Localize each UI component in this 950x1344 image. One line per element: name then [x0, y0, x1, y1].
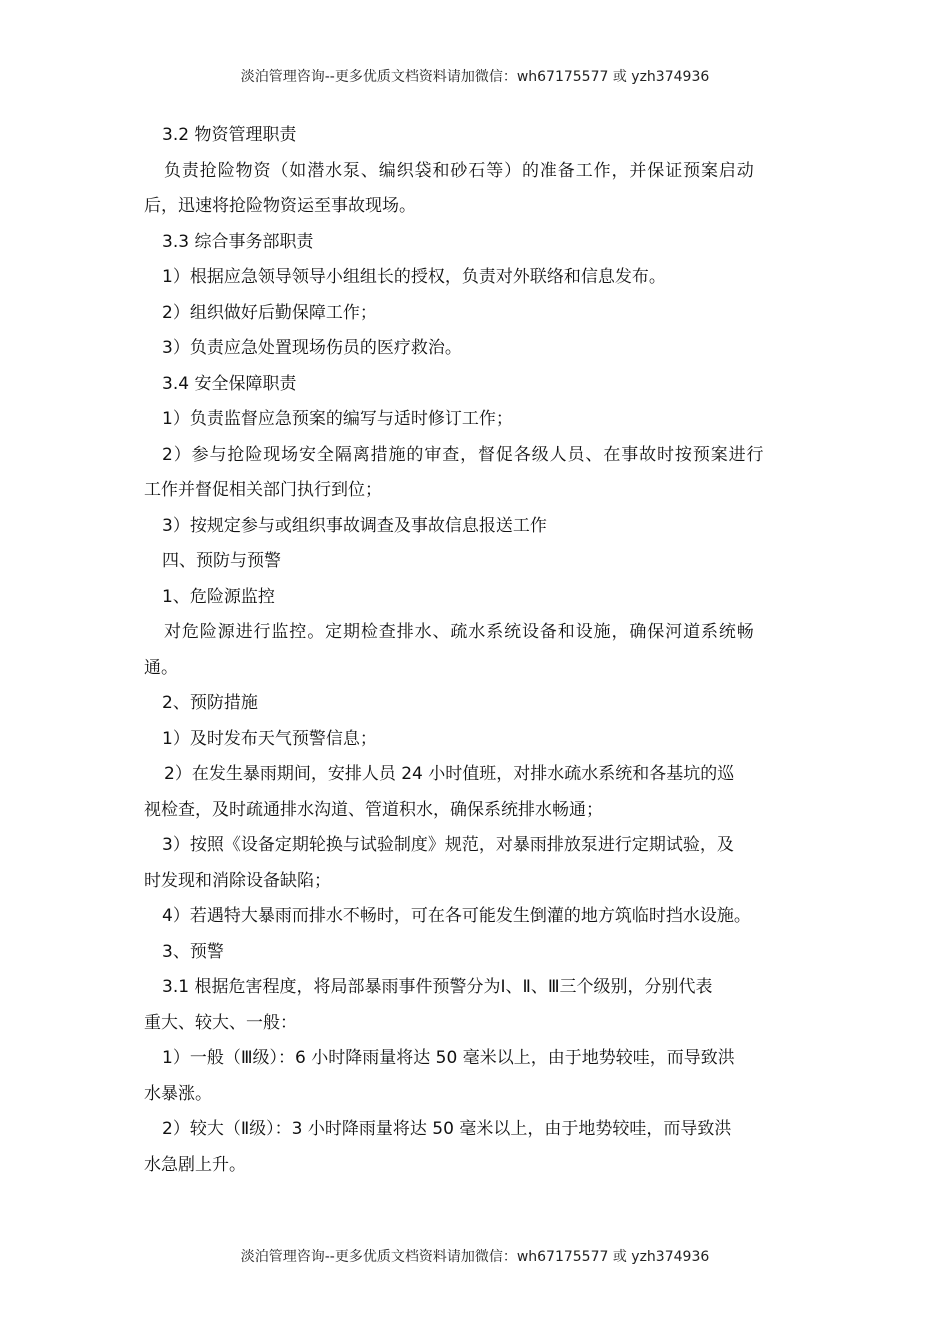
list-item: 2）组织做好后勤保障工作； — [162, 302, 377, 323]
document-body — [144, 118, 816, 1183]
list-item: 2）在发生暴雨期间，安排人员 24 小时值班，对排水疏水系统和各基坑的巡 — [164, 764, 735, 784]
section-heading: 2、预防措施 — [162, 693, 258, 713]
paragraph-line: 视检查，及时疏通排水沟道、管道积水，确保系统排水畅通； — [144, 799, 603, 820]
section-heading: 3.3 综合事务部职责 — [162, 231, 314, 252]
list-item: 2）较大（Ⅱ级）：3 小时降雨量将达 50 毫米以上，由于地势较哇，而导致洪 — [162, 1119, 732, 1139]
paragraph-line: 负责抢险物资（如潜水泵、编织袋和砂石等）的准备工作，并保证预案启动 — [164, 160, 755, 181]
list-item: 3）负责应急处置现场伤员的医疗救治。 — [162, 338, 462, 358]
page-header: 淡泊管理咨询--更多优质文档资料请加微信：wh67175577 或 yzh374936 — [240, 69, 710, 85]
paragraph-line: 水急剧上升。 — [144, 1154, 246, 1175]
paragraph-line: 水暴涨。 — [144, 1083, 212, 1104]
list-item: 1）及时发布天气预警信息； — [162, 728, 377, 749]
list-item: 2）参与抢险现场安全隔离措施的审查，督促各级人员、在事故时按预案进行 — [162, 444, 765, 465]
list-item: 3）按规定参与或组织事故调查及事故信息报送工作 — [162, 515, 547, 536]
paragraph-line: 对危险源进行监控。定期检查排水、疏水系统设备和设施，确保河道系统畅 — [164, 622, 755, 642]
section-heading: 3.2 物资管理职责 — [162, 125, 297, 145]
list-item: 1）根据应急领导领导小组组长的授权，负责对外联络和信息发布。 — [162, 267, 666, 287]
paragraph-line: 后，迅速将抢险物资运至事故现场。 — [144, 196, 416, 216]
paragraph-line: 通。 — [144, 657, 178, 678]
list-item: 3）按照《设备定期轮换与试验制度》规范，对暴雨排放泵进行定期试验，及 — [162, 835, 734, 855]
list-item: 1）负责监督应急预案的编写与适时修订工作； — [162, 409, 513, 429]
paragraph-line: 工作并督促相关部门执行到位； — [144, 480, 382, 500]
section-heading: 3、预警 — [162, 941, 224, 962]
paragraph-line: 时发现和消除设备缺陷； — [144, 870, 331, 891]
page-footer: 淡泊管理咨询--更多优质文档资料请加微信：wh67175577 或 yzh374936 — [240, 1249, 710, 1265]
paragraph-line: 3.1 根据危害程度，将局部暴雨事件预警分为Ⅰ、Ⅱ、Ⅲ三个级别，分别代表 — [162, 977, 713, 997]
paragraph-line: 重大、较大、一般： — [144, 1012, 297, 1033]
section-heading: 四、预防与预警 — [162, 551, 281, 571]
list-item: 4）若遇特大暴雨而排水不畅时，可在各可能发生倒灌的地方筑临时挡水设施。 — [162, 906, 751, 926]
section-heading: 1、危险源监控 — [162, 586, 275, 607]
section-heading: 3.4 安全保障职责 — [162, 373, 297, 394]
list-item: 1）一般（Ⅲ级）：6 小时降雨量将达 50 毫米以上，由于地势较哇，而导致洪 — [162, 1048, 735, 1068]
